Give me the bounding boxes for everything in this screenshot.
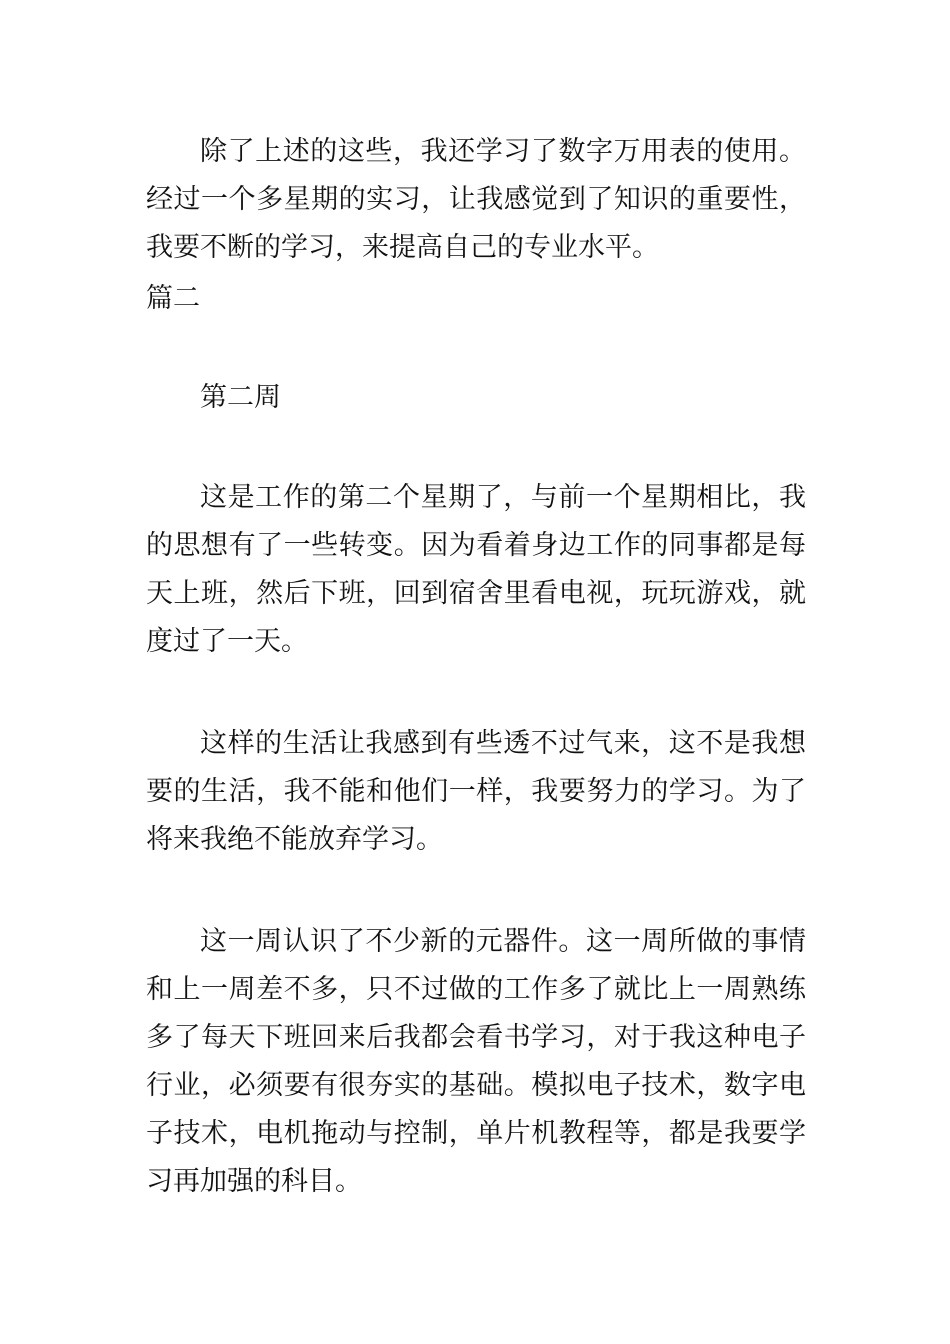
paragraph-1: 除了上述的这些，我还学习了数字万用表的使用。经过一个多星期的实习，让我感觉到了知识的重要性，我要不断的学习，来提高自己的专业水平。 [146,136,806,263]
paragraph-4: 这一周认识了不少新的元器件。这一周所做的事情和上一周差不多，只不过做的工作多了就比上一周熟练多了每天下班回来后我都会看书学习，对于我这种电子行业，必须要有很夯实的基础。模拟电子技术，数字电子技术，电机拖动与控制，单片机教程等，都是我要学习再加强的科目。 [146,926,806,1197]
paragraph-2: 这是工作的第二个星期了，与前一个星期相比，我的思想有了一些转变。因为看着身边工作的同事都是每天上班，然后下班，回到宿舍里看电视，玩玩游戏，就度过了一天。 [146,482,806,657]
section-label: 篇二 [146,283,200,314]
paragraph-3: 这样的生活让我感到有些透不过气来，这不是我想要的生活，我不能和他们一样，我要努力的学习。为了将来我绝不能放弃学习。 [146,728,806,855]
week-heading: 第二周 [200,382,281,413]
